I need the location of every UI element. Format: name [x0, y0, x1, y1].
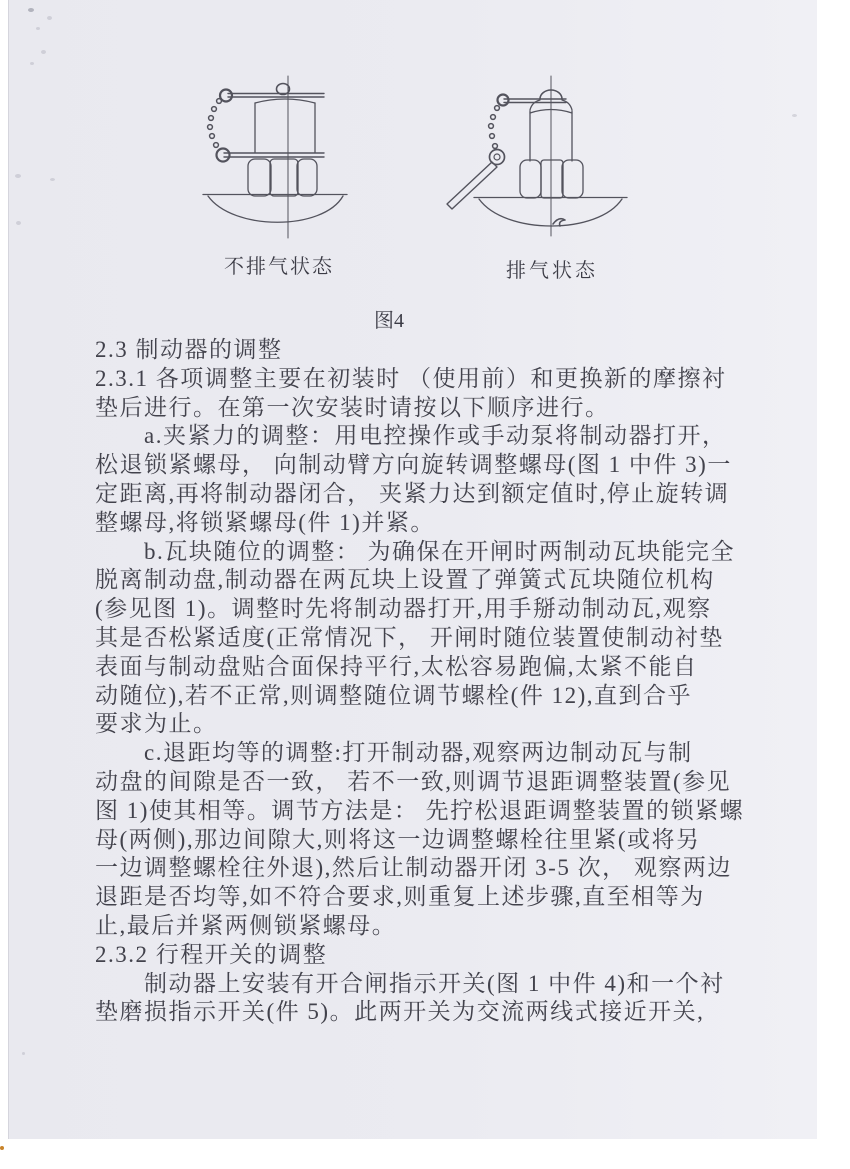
chain-links [489, 106, 500, 149]
text-line: 垫后进行。在第一次安装时请按以下顺序进行。 [95, 394, 610, 420]
valve-closed-drawing [203, 76, 347, 238]
scan-speck [41, 50, 46, 54]
text-line: 垫磨损指示开关(件 5)。此两开关为交流两线式接近开关, [95, 999, 705, 1025]
document-text [95, 336, 785, 1027]
scan-speck [22, 1052, 25, 1055]
text-line: b.瓦块随位的调整： 为确保在开闸时两制动瓦块能完全 [95, 538, 735, 564]
text-line: 制动器上安装有开合闸指示开关(图 1 中件 4)和一个衬 [95, 970, 725, 996]
text-line: 要求为止。 [95, 711, 218, 737]
figure-caption: 图4 [374, 310, 404, 332]
text-line: 松退锁紧螺母， 向制动臂方向旋转调整螺母(图 1 中件 3)一 [95, 452, 732, 478]
text-line: 图 1)使其相等。调节方法是： 先拧松退距调整装置的锁紧螺 [95, 797, 745, 823]
scan-speck [28, 8, 34, 12]
vent-lever [447, 162, 497, 209]
text-line: 一边调整螺栓往外退),然后让制动器开闭 3-5 次， 观察两边 [95, 855, 732, 881]
scan-speck [30, 62, 34, 65]
valve-open-drawing [447, 76, 627, 236]
text-line: a.夹紧力的调整：用电控操作或手动泵将制动器打开， [95, 423, 727, 449]
text-line: (参见图 1)。调整时先将制动器打开,用手掰动制动瓦,观察 [95, 596, 712, 622]
text-line: c.退距均等的调整:打开制动器,观察两边制动瓦与制 [95, 740, 693, 766]
text-line: 动随位),若不正常,则调整随位调节螺栓(件 12),直到合乎 [95, 682, 692, 708]
text-line: 其是否松紧适度(正常情况下， 开闸时随位装置使制动衬垫 [95, 624, 724, 650]
scanned-page [8, 0, 817, 1139]
text-line: 脱离制动盘,制动器在两瓦块上设置了弹簧式瓦块随位机构 [95, 567, 715, 593]
section-heading: 2.3 制动器的调整 [95, 337, 283, 362]
text-line: 退距是否均等,如不符合要求,则重复上述步骤,直至相等为 [95, 884, 705, 910]
figure-left-label: 不排气状态 [224, 256, 334, 278]
figure-right-label: 排气状态 [506, 260, 598, 282]
scan-speck [36, 27, 40, 30]
scan-speck [47, 16, 52, 20]
text-line: 表面与制动盘贴合面保持平行,太松容易跑偏,太紧不能自 [95, 653, 698, 679]
text-line: 止,最后并紧两侧锁紧螺母。 [95, 912, 397, 938]
text-line: 整螺母,将锁紧螺母(件 1)并紧。 [95, 509, 435, 535]
section-heading: 2.3.2 行程开关的调整 [95, 941, 328, 967]
scan-speck [0, 1146, 4, 1150]
text-line: 2.3.1 各项调整主要在初装时 （使用前）和更换新的摩擦衬 [95, 365, 727, 391]
text-line: 母(两侧),那边间隙大,则将这一边调整螺栓往里紧(或将另 [95, 826, 701, 852]
text-line: 动盘的间隙是否一致， 若不一致,则调节退距调整装置(参见 [95, 768, 732, 794]
text-line: 定距离,再将制动器闭合， 夹紧力达到额定值时,停止旋转调 [95, 480, 730, 506]
figure4-diagram [0, 70, 850, 315]
chain-links [208, 99, 222, 148]
